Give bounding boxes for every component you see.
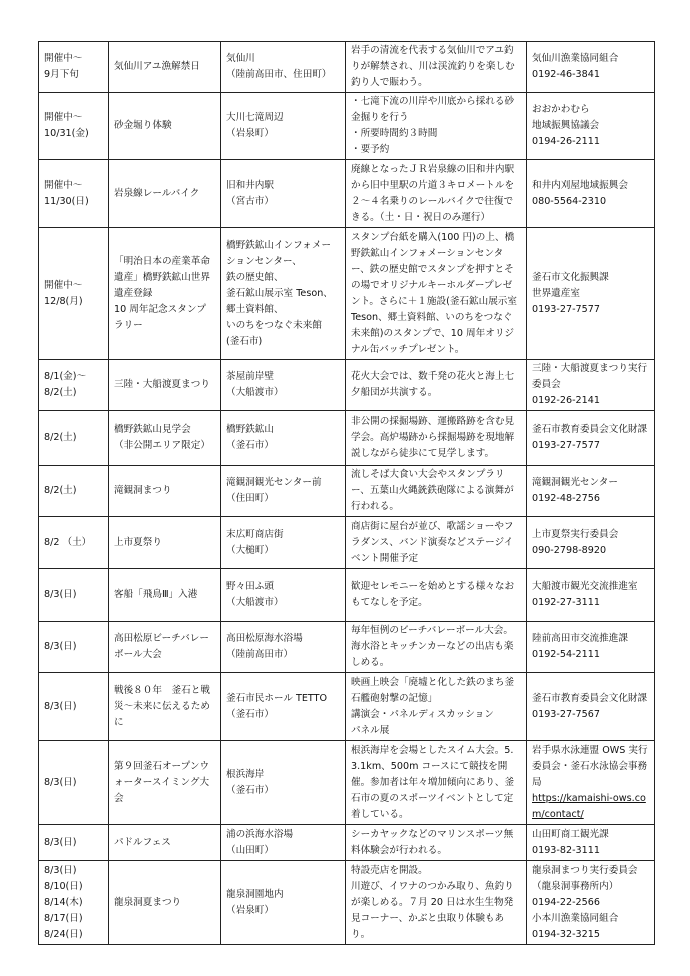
event-name: パドルフェス: [109, 825, 221, 861]
event-contact: 山田町商工観光課 0193-82-3111: [527, 825, 655, 861]
event-row: [39, 622, 655, 673]
event-contact: 陸前高田市交流推進課 0192-54-2111: [527, 622, 655, 673]
event-description: 根浜海岸を会場としたスイム大会。5.3.1km、500m コースにて競技を開催。参加者は年々増加傾向にあり、釜石市の夏のスポーツイベントとして定着している。: [346, 741, 527, 825]
event-description: シーカヤックなどのマリンスポーツ無料体験会が行われる。: [346, 825, 527, 861]
event-row: [39, 160, 655, 228]
event-date: 8/3(日): [39, 741, 109, 825]
event-date: 8/3(日): [39, 673, 109, 741]
event-place: 末広町商店街 （大槌町）: [221, 517, 346, 569]
event-description: 流しそば大食い大会やスタンプラリー、五葉山火縄銃鉄砲隊による演舞が行われる。: [346, 466, 527, 517]
event-place: 橋野鉄鉱山インフォメーションセンター、 鉄の歴史館、 釜石鉱山展示室 Teson、 郷土資料館、 いのちをつなぐ未来館 (釜石市): [221, 228, 346, 360]
event-contact: 龍泉洞まつり実行委員会（龍泉洞事務所内） 0194-22-2566 小本川漁業協同組合 0194-32-3215: [527, 861, 655, 945]
event-contact: 三陸・大船渡夏まつり実行委員会 0192-26-2141: [527, 360, 655, 411]
event-place: 旧和井内駅 （宮古市）: [221, 160, 346, 228]
event-description: 映画上映会「廃墟と化した鉄のまち釜石艦砲射撃の記憶」 講演会・パネルディスカッション パネル展: [346, 673, 527, 741]
event-place: 釜石市民ホール TETTO （釜石市）: [221, 673, 346, 741]
event-name: 第９回釜石オープンウォータースイミング大会: [109, 741, 221, 825]
event-place: 根浜海岸 （釜石市）: [221, 741, 346, 825]
event-date: 開催中～ 10/31(金): [39, 93, 109, 160]
event-contact: 大船渡市観光交流推進室 0192-27-3111: [527, 569, 655, 622]
event-contact: 和井内刈屋地域振興会 080-5564-2310: [527, 160, 655, 228]
event-name: 「明治日本の産業革命遺産」橋野鉄鉱山世界遺産登録 10 周年記念スタンプラリー: [109, 228, 221, 360]
event-place: 浦の浜海水浴場 （山田町）: [221, 825, 346, 861]
event-date: 8/3(日) 8/10(日) 8/14(木) 8/17(日) 8/24(日): [39, 861, 109, 945]
event-name: 戦後８０年 釜石と戦災～未来に伝えるために: [109, 673, 221, 741]
event-row: [39, 741, 655, 825]
event-contact: おおかわむら 地域振興協議会 0194-26-2111: [527, 93, 655, 160]
event-contact: 釜石市教育委員会文化財課 0193-27-7567: [527, 673, 655, 741]
event-row: [39, 360, 655, 411]
event-date: 8/3(日): [39, 569, 109, 622]
event-contact: [527, 741, 655, 825]
event-row: [39, 42, 655, 93]
event-contact: 釜石市文化振興課 世界遺産室 0193-27-7577: [527, 228, 655, 360]
event-place: 野々田ふ頭 （大船渡市）: [221, 569, 346, 622]
event-date: 8/3(日): [39, 825, 109, 861]
event-name: 三陸・大船渡夏まつり: [109, 360, 221, 411]
event-name: 橋野鉄鉱山見学会 （非公開エリア限定）: [109, 411, 221, 466]
event-row: [39, 228, 655, 360]
event-name: 岩泉線レールバイク: [109, 160, 221, 228]
event-description: 廃線となったＪＲ岩泉線の旧和井内駅から旧中里駅の片道３キロメートルを２～４名乗りのレールバイクで往復できる。（土・日・祝日のみ運行）: [346, 160, 527, 228]
event-date: 開催中～ 11/30(日): [39, 160, 109, 228]
event-row: [39, 93, 655, 160]
event-description: 花火大会では、数千発の花火と海上七夕船団が共演する。: [346, 360, 527, 411]
event-place: 龍泉洞園地内 （岩泉町）: [221, 861, 346, 945]
event-description: 商店街に屋台が並び、歌謡ショーやフラダンス、バンド演奏などステージイベント開催予定: [346, 517, 527, 569]
event-date: 開催中～ 9月下旬: [39, 42, 109, 93]
event-description: 岩手の清流を代表する気仙川でアユ釣りが解禁され、川は渓流釣りを楽しむ釣り人で賑わう。: [346, 42, 527, 93]
event-place: 大川七滝周辺 （岩泉町）: [221, 93, 346, 160]
event-name: 客船「飛鳥Ⅲ」入港: [109, 569, 221, 622]
event-date: 8/1(金)～ 8/2(土): [39, 360, 109, 411]
event-place: 橋野鉄鉱山 （釜石市）: [221, 411, 346, 466]
event-contact: 上市夏祭実行委員会 090-2798-8920: [527, 517, 655, 569]
event-row: [39, 466, 655, 517]
event-contact-text: 岩手県水泳連盟 OWS 実行委員会・釜石水泳協会事務局: [532, 744, 648, 788]
event-place: 茶屋前岸壁 （大船渡市）: [221, 360, 346, 411]
event-name: 上市夏祭り: [109, 517, 221, 569]
event-date: 8/2(土): [39, 466, 109, 517]
event-row: [39, 825, 655, 861]
event-date: 開催中～ 12/8(月): [39, 228, 109, 360]
event-row: [39, 569, 655, 622]
event-row: [39, 861, 655, 945]
event-table: [38, 41, 655, 945]
event-description: スタンプ台紙を購入(100 円)の上、橋野鉄鉱山インフォメーションセンター、鉄の歴史館でスタンプを押すとその場でオリジナルキーホルダープレゼント。さらに＋１施設(釜石鉱山展示室Teson、郷土資料館、いのちをつなぐ未来館)のスタンプで、10 周年オリジナル缶バッチプレゼント。: [346, 228, 527, 360]
event-description: 毎年恒例のビーチバレーボール大会。海水浴とキッチンカーなどの出店も楽しめる。: [346, 622, 527, 673]
event-description: 特設売店を開設。 川遊び、イワナのつかみ取り、魚釣りが楽しめる。７月 20 日は水生生物発見コーナー、かぶと虫取り体験もあり。: [346, 861, 527, 945]
event-date: 8/3(日): [39, 622, 109, 673]
event-contact: 気仙川漁業協同組合 0192-46-3841: [527, 42, 655, 93]
event-row: [39, 673, 655, 741]
event-contact: 滝観洞観光センター 0192-48-2756: [527, 466, 655, 517]
event-contact: 釜石市教育委員会文化財課 0193-27-7577: [527, 411, 655, 466]
event-name: 砂金堀り体験: [109, 93, 221, 160]
event-contact-link[interactable]: https://kamaishi-ows.com/contact/: [532, 792, 646, 820]
event-description: 歓迎セレモニーを始めとする様々なおもてなしを予定。: [346, 569, 527, 622]
event-row: [39, 517, 655, 569]
event-name: 気仙川アユ漁解禁日: [109, 42, 221, 93]
event-date: 8/2 （土）: [39, 517, 109, 569]
event-name: 高田松原ビーチバレーボール大会: [109, 622, 221, 673]
event-place: 気仙川 （陸前高田市、住田町）: [221, 42, 346, 93]
event-name: 龍泉洞夏まつり: [109, 861, 221, 945]
event-date: 8/2(土): [39, 411, 109, 466]
event-place: 滝観洞観光センター前 （住田町）: [221, 466, 346, 517]
event-name: 滝観洞まつり: [109, 466, 221, 517]
event-description: ・七滝下流の川岸や川底から採れる砂金掘りを行う ・所要時間約３時間 ・要予約: [346, 93, 527, 160]
event-description: 非公開の採掘場跡、運搬路跡を含む見学会。高炉場跡から採掘場跡を現地解説しながら徒歩にて見学します。: [346, 411, 527, 466]
event-place: 高田松原海水浴場 （陸前高田市）: [221, 622, 346, 673]
event-row: [39, 411, 655, 466]
